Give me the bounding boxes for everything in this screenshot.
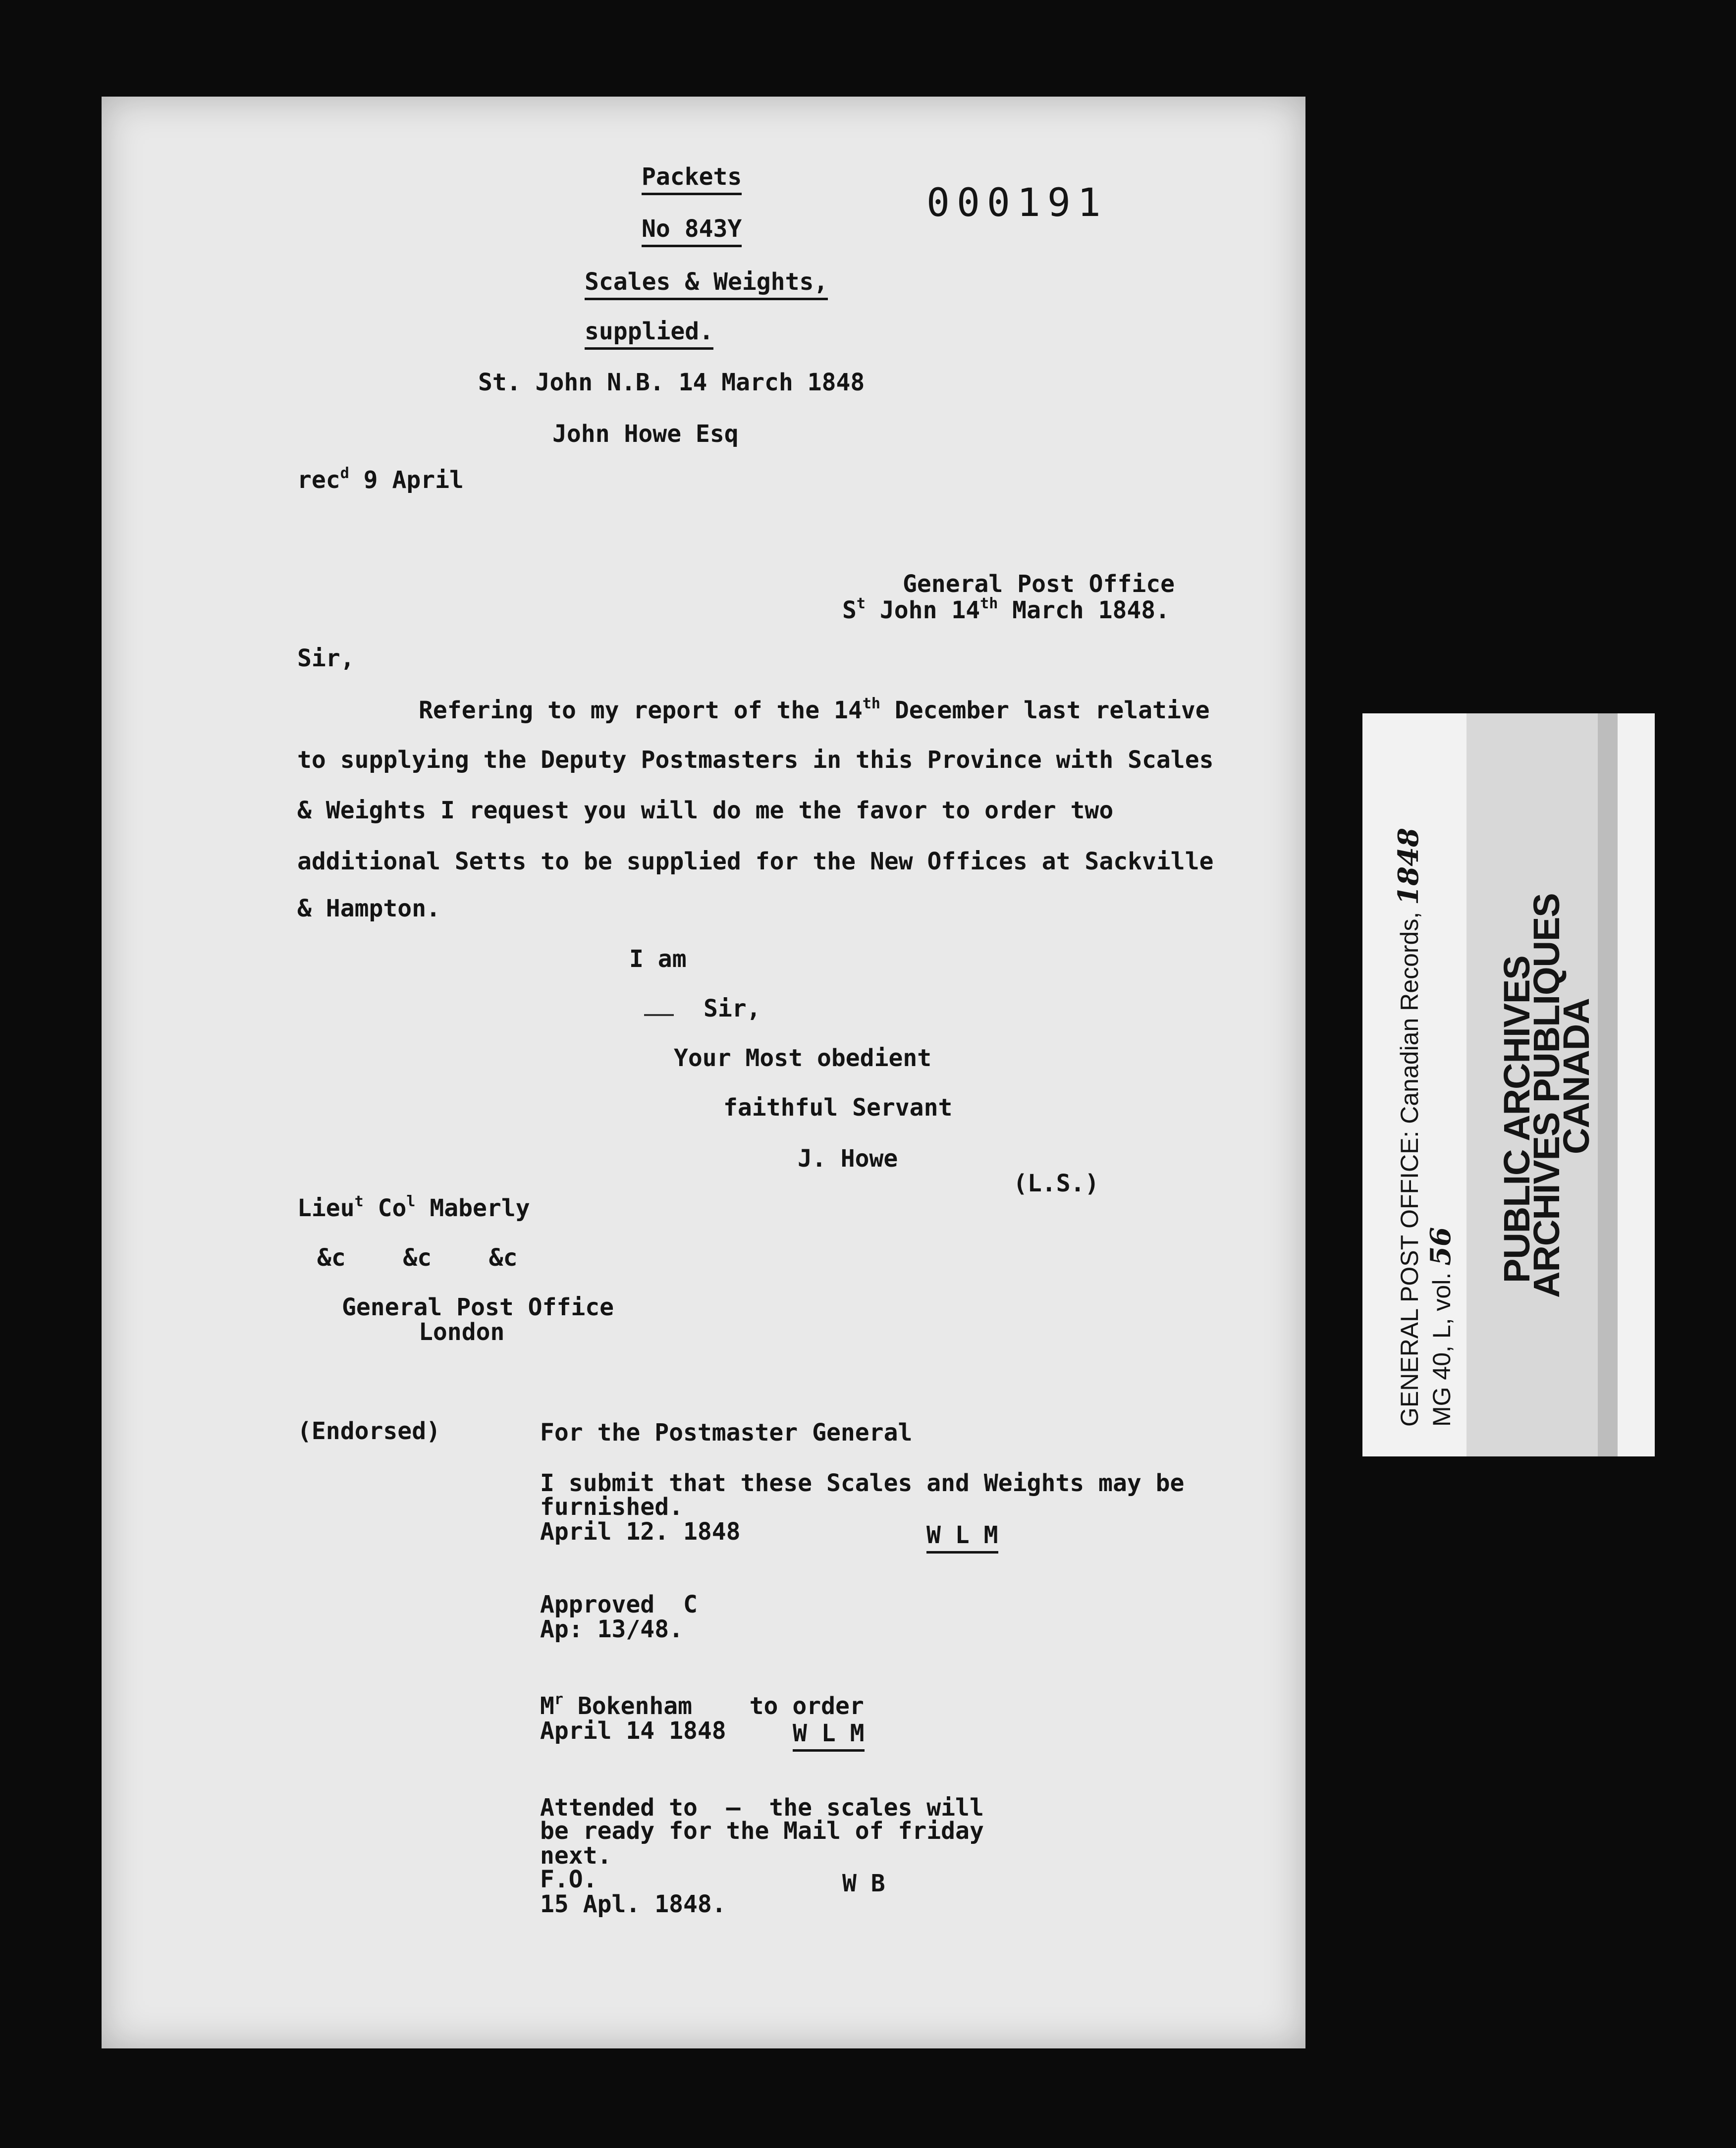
attended-line2: be ready for the Mail of friday bbox=[540, 1817, 984, 1845]
closing-i-am: I am bbox=[629, 945, 687, 973]
archive-name-en: PUBLIC ARCHIVES bbox=[1496, 956, 1537, 1283]
closing-signature: J. Howe bbox=[798, 1145, 898, 1173]
attended-line3: next. bbox=[540, 1842, 612, 1870]
header-from: John Howe Esq bbox=[552, 420, 739, 448]
closing-sir: Sir, bbox=[704, 995, 761, 1022]
attended-initials: W B bbox=[842, 1870, 885, 1897]
endorsement-line1: For the Postmaster General bbox=[540, 1419, 913, 1447]
attended-line4: F.O. bbox=[540, 1866, 597, 1893]
endorsement-line4: April 12. 1848 bbox=[540, 1518, 741, 1546]
letter-office: General Post Office bbox=[903, 570, 1175, 598]
letter-body-line3: & Weights I request you will do me the favor to order two bbox=[297, 797, 1114, 824]
addressee-name: Lieu$^t$ Co$^l$ Maberly bbox=[297, 1193, 530, 1222]
attended-line1: Attended to – the scales will bbox=[540, 1794, 984, 1822]
addressee-office: General Post Office bbox=[342, 1293, 614, 1321]
archive-name-fr: ARCHIVES PUBLIQUES bbox=[1526, 893, 1567, 1298]
endorsement-line2: I submit that these Scales and Weights may be bbox=[540, 1469, 1185, 1497]
header-number: No 843Y bbox=[642, 217, 742, 241]
header-place-date: St. John N.B. 14 March 1848 bbox=[478, 369, 865, 396]
header-subject-line1: Scales & Weights, bbox=[585, 270, 828, 294]
order-line: $M^r$ Bokenham to order bbox=[540, 1691, 864, 1720]
header-received: rec$^d$ 9 April bbox=[297, 465, 464, 494]
endorsement-initials-2: W L M bbox=[793, 1721, 865, 1745]
closing-obedient: Your Most obedient bbox=[674, 1044, 932, 1072]
addressee-city: London bbox=[419, 1318, 505, 1346]
endorsement-line3: furnished. bbox=[540, 1493, 683, 1521]
approval-line1: Approved C bbox=[540, 1591, 698, 1618]
archive-reference-line1: GENERAL POST OFFICE: Canadian Records, 1848 bbox=[1392, 827, 1425, 1427]
header-subject-line2: supplied. bbox=[585, 320, 713, 343]
addressee-etc: &c &c &c bbox=[317, 1244, 518, 1272]
endorsement-initials-1: W L M bbox=[926, 1523, 998, 1547]
closing-dash bbox=[644, 1014, 674, 1016]
letter-body-line2: to supplying the Deputy Postmasters in this Province with Scales bbox=[297, 746, 1214, 774]
closing-servant: faithful Servant bbox=[723, 1094, 953, 1122]
archive-reference-line2: MG 40, L, vol. 56 bbox=[1424, 1227, 1457, 1427]
letter-salutation: Sir, bbox=[297, 644, 355, 672]
closing-seal: (L.S.) bbox=[1013, 1170, 1099, 1197]
attended-line5: 15 Apl. 1848. bbox=[540, 1890, 726, 1918]
stamp-number: 000191 bbox=[926, 181, 1108, 225]
letter-body-line4: additional Setts to be supplied for the New Offices at Sackville bbox=[297, 848, 1214, 875]
order-date: April 14 1848 bbox=[540, 1717, 726, 1745]
approval-line2: Ap: 13/48. bbox=[540, 1615, 683, 1643]
letter-body-line1: Refering to my report of the 14th December last relative bbox=[419, 695, 1210, 724]
header-packets: Packets bbox=[642, 165, 742, 189]
archive-name-country: CANADA bbox=[1556, 998, 1597, 1154]
letter-date: $S^t$ John 14th March 1848. bbox=[842, 595, 1170, 624]
endorsement-label: (Endorsed) bbox=[297, 1417, 440, 1445]
archive-label-shadow bbox=[1598, 713, 1618, 1456]
letter-body-line5: & Hampton. bbox=[297, 895, 440, 922]
